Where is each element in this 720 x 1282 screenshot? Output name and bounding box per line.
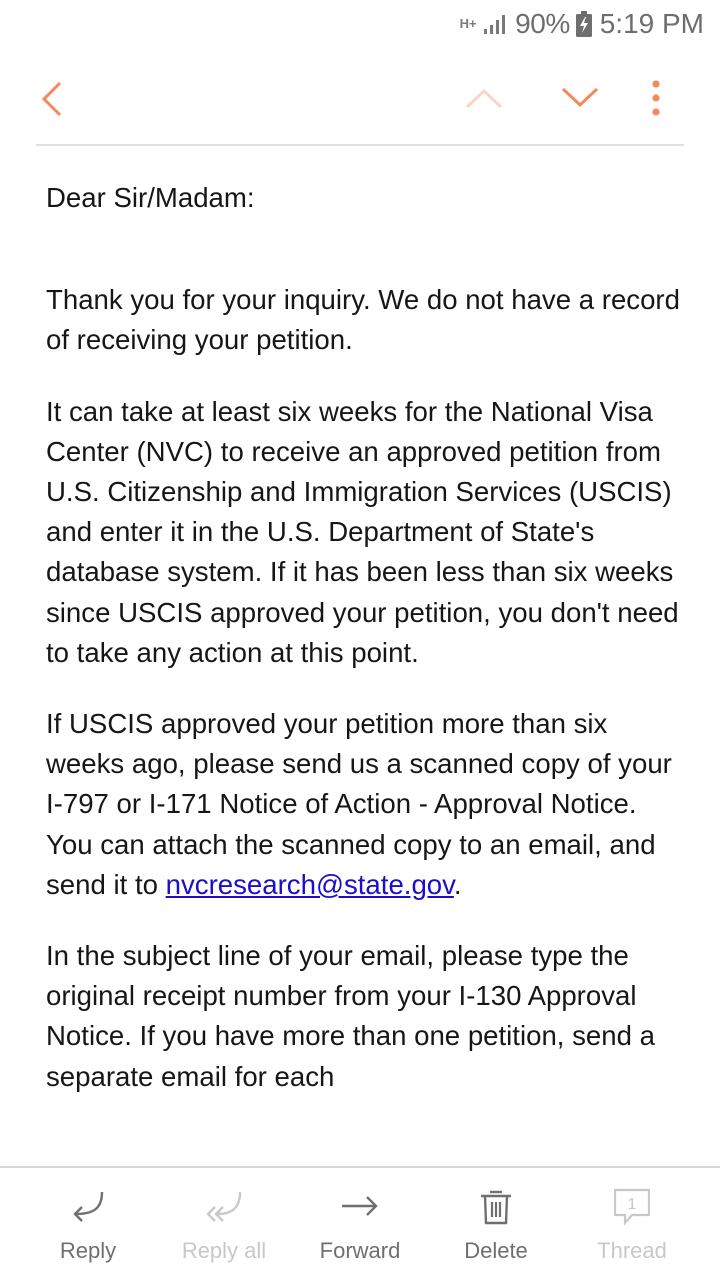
next-email-button[interactable] [552, 72, 608, 122]
chevron-up-icon [464, 87, 504, 111]
chevron-down-icon [560, 85, 600, 109]
email-address-link[interactable]: nvcresearch@state.gov [165, 868, 454, 900]
battery-charging-icon [576, 11, 592, 37]
forward-label: Forward [319, 1238, 401, 1263]
email-greeting: Dear Sir/Madam: [46, 182, 255, 213]
reply-button[interactable] [20, 1168, 156, 1282]
more-options-button[interactable] [634, 70, 678, 126]
previous-email-button[interactable] [456, 74, 512, 124]
email-toolbar [0, 48, 720, 144]
more-vertical-icon [650, 78, 662, 118]
forward-arrow-icon [340, 1186, 380, 1226]
bottom-action-bar [0, 1166, 720, 1282]
email-body [46, 178, 686, 1164]
email-paragraph-text: . [453, 868, 462, 900]
thread-bubble-icon [612, 1186, 652, 1226]
status-bar [0, 0, 720, 48]
email-paragraph-text: If USCIS approved your petition more than six weeks ago, please send us a scanned copy of your I-797 or I-171 Notice of Action - Approval Notice. You can attach the scanned copy to an email, and send it to [46, 708, 672, 900]
email-paragraph: In the subject line of your email, please type the original receipt number from your I-130 Approval Notice. If you have more than one petition, send a separate email for each [46, 940, 655, 1092]
reply-label: Reply [59, 1238, 117, 1263]
reply-all-button[interactable] [156, 1168, 292, 1282]
reply-icon [68, 1186, 108, 1226]
reply-all-icon [204, 1186, 244, 1226]
thread-count: 1 [627, 1196, 637, 1213]
clock: 5:19 PM [599, 8, 704, 39]
thread-label: Thread [597, 1238, 667, 1263]
trash-icon [476, 1186, 516, 1226]
forward-button[interactable] [292, 1168, 428, 1282]
back-button[interactable] [26, 72, 80, 126]
delete-label: Delete [464, 1238, 528, 1263]
chevron-left-icon [38, 79, 68, 119]
delete-button[interactable] [428, 1168, 564, 1282]
header-divider [36, 144, 684, 146]
network-type-indicator: H+ [459, 16, 477, 31]
thread-button[interactable] [564, 1168, 700, 1282]
email-paragraph [46, 704, 686, 905]
signal-strength-icon [483, 13, 509, 35]
email-paragraph: It can take at least six weeks for the National Visa Center (NVC) to receive an approved petition from U.S. Citizenship and Immigration Services (USCIS) and enter it in the U.S. Department of State's database system. If it has been less than six weeks since USCIS approved your petition, you don't need to take any action at this point. [46, 395, 679, 668]
battery-percentage: 90% [515, 8, 570, 39]
reply-all-label: Reply all [181, 1238, 267, 1263]
email-paragraph: Thank you for your inquiry. We do not have a record of receiving your petition. [46, 284, 680, 356]
